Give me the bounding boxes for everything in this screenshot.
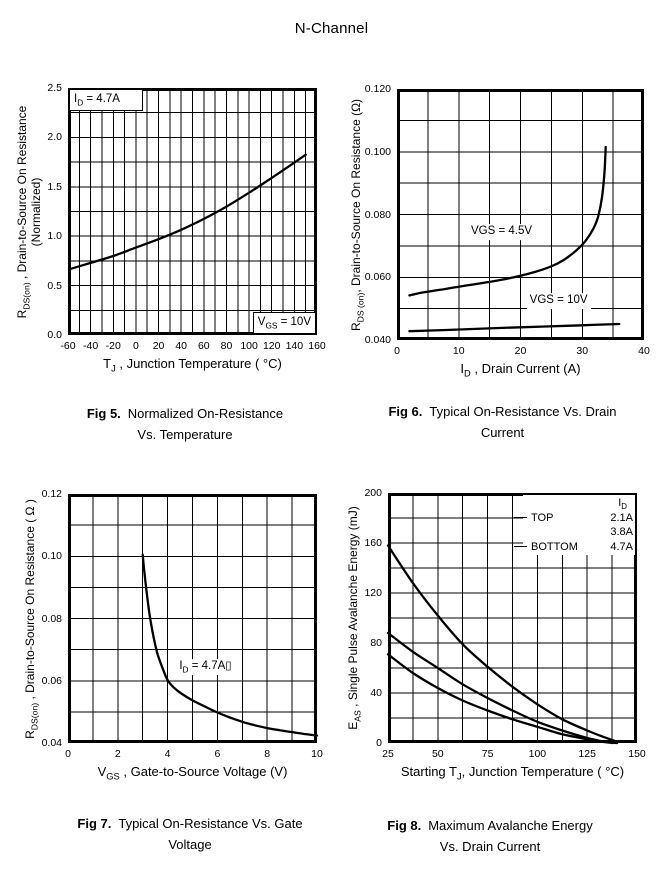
y-tick-label: 80 bbox=[370, 637, 382, 649]
fig6-plot bbox=[397, 89, 644, 340]
x-tick-label: 2 bbox=[114, 748, 121, 760]
fig6-caption bbox=[350, 401, 655, 443]
fig7-y-axis-label bbox=[23, 454, 40, 784]
subscript: D bbox=[182, 665, 189, 675]
x-tick-label: 150 bbox=[628, 748, 646, 760]
y-tick-label: 0 bbox=[376, 737, 382, 749]
fig8-caption bbox=[340, 815, 640, 857]
fig6-caption-line1 bbox=[350, 401, 655, 422]
y-tick-label: 0.04 bbox=[41, 737, 62, 749]
legend-row-value: 3.8A bbox=[610, 526, 633, 538]
x-tick-label: 40 bbox=[175, 340, 188, 352]
legend-row-value: 4.7A bbox=[610, 540, 633, 553]
legend-row-1 bbox=[525, 525, 633, 540]
x-tick-label: 100 bbox=[528, 748, 547, 760]
fig8-caption-number: Fig 8. bbox=[387, 818, 422, 833]
y-tick-label: 0.5 bbox=[47, 279, 62, 292]
y-tick-label: 1.0 bbox=[47, 230, 62, 243]
x-tick-label: 10 bbox=[452, 345, 465, 357]
legend-row-0 bbox=[525, 511, 633, 526]
fig6-caption-line2: Current bbox=[480, 425, 525, 440]
x-tick-label: 20 bbox=[514, 345, 527, 357]
x-tick-label: 100 bbox=[240, 340, 258, 352]
x-tick-label: 140 bbox=[285, 340, 304, 352]
x-tick-label: 40 bbox=[638, 345, 650, 357]
fig5-caption-number: Fig 5. bbox=[86, 406, 121, 421]
fig8-chart bbox=[346, 487, 646, 782]
fig6-caption-number: Fig 6. bbox=[388, 404, 423, 419]
subscript: D bbox=[464, 368, 471, 379]
page-title: N-Channel bbox=[294, 20, 369, 37]
subscript: D bbox=[621, 502, 627, 512]
x-tick-label: 80 bbox=[220, 340, 233, 352]
x-tick-label: 6 bbox=[214, 748, 221, 760]
subscript: GS bbox=[265, 321, 278, 331]
y-tick-label: 0.08 bbox=[41, 612, 62, 625]
fig8-caption-text: Maximum Avalanche Energy bbox=[428, 818, 593, 833]
fig7-caption-line1 bbox=[40, 813, 340, 834]
subscript: AS bbox=[352, 710, 363, 722]
y-tick-label: 2.5 bbox=[47, 82, 62, 94]
y-tick-label: 2.0 bbox=[47, 131, 62, 144]
fig7-caption bbox=[40, 813, 340, 855]
fig6-x-axis-label: $I_D$ , Drain Current (A) bbox=[460, 361, 581, 379]
fig5-chart bbox=[15, 82, 326, 374]
fig7-plot bbox=[68, 494, 317, 743]
subscript: DS (on) bbox=[355, 292, 366, 322]
x-tick-label: 4 bbox=[164, 748, 171, 760]
legend-row-label: BOTTOM bbox=[531, 540, 578, 553]
legend-row-label: TOP bbox=[531, 511, 554, 524]
subscript: GS bbox=[106, 771, 120, 782]
y-tick-label: 40 bbox=[370, 687, 382, 699]
legend-leader-line bbox=[514, 546, 527, 547]
y-axis-label-line: (Normalized) bbox=[29, 177, 43, 246]
legend-row-2 bbox=[525, 540, 633, 555]
y-axis-label-line: $E_{AS}$ , Single Pulse Avalanche Energy (mJ) bbox=[346, 506, 363, 730]
y-tick-label: 160 bbox=[364, 537, 382, 549]
y-tick-label: 0.0 bbox=[47, 329, 62, 341]
x-tick-label: 20 bbox=[152, 340, 165, 352]
fig8-y-axis-label bbox=[346, 453, 363, 783]
subscript: DS(on) bbox=[21, 281, 32, 310]
subscript: J bbox=[111, 363, 116, 374]
fig6-annotation-0: VGS = 4.5V bbox=[468, 224, 535, 240]
y-tick-label: 1.5 bbox=[47, 180, 62, 193]
subscript: J bbox=[456, 771, 462, 782]
fig7-caption-line2: Voltage bbox=[168, 837, 212, 852]
x-tick-label: 0 bbox=[65, 748, 71, 760]
subscript: DS(on) bbox=[29, 702, 40, 730]
legend-header: $I_D$ bbox=[618, 497, 627, 512]
y-tick-label: 0.080 bbox=[364, 208, 391, 221]
y-tick-label: 200 bbox=[364, 487, 382, 499]
fig5-caption-text: Normalized On-Resistance bbox=[127, 406, 284, 421]
y-tick-label: 0.120 bbox=[364, 83, 391, 95]
y-tick-label: 0.12 bbox=[41, 488, 62, 500]
x-tick-label: 10 bbox=[311, 748, 323, 760]
y-axis-label-line: $R_{DS (on)}$, Drain-to-Source On Resistance (Ω) bbox=[349, 98, 366, 331]
x-tick-label: -60 bbox=[60, 340, 76, 352]
x-tick-label: 50 bbox=[431, 748, 444, 760]
fig7-annotation-0: $I_D$ = 4.7A▯ bbox=[176, 659, 234, 675]
y-tick-label: 0.040 bbox=[364, 334, 391, 346]
subscript: D bbox=[77, 98, 84, 108]
x-tick-label: -20 bbox=[105, 340, 121, 352]
fig5-y-axis-label bbox=[15, 47, 43, 377]
legend-row-value: 2.1A bbox=[610, 511, 633, 524]
x-tick-label: 0 bbox=[394, 345, 400, 357]
fig5-annotation-1: $V_{GS} = 10V$ bbox=[253, 312, 316, 334]
x-tick-label: 125 bbox=[578, 748, 596, 760]
fig5-annotation-0: $I_D = 4.7A$ bbox=[69, 89, 143, 111]
x-tick-label: 75 bbox=[481, 748, 494, 760]
fig8-legend bbox=[523, 495, 635, 555]
y-tick-label: 0.10 bbox=[41, 550, 62, 563]
fig7-caption-number: Fig 7. bbox=[77, 816, 112, 831]
x-tick-label: 160 bbox=[308, 340, 326, 352]
x-tick-label: 8 bbox=[264, 748, 271, 760]
x-tick-label: 30 bbox=[576, 345, 589, 357]
y-tick-label: 0.100 bbox=[364, 145, 391, 158]
y-tick-label: 0.060 bbox=[364, 271, 391, 284]
fig7-chart bbox=[23, 488, 323, 782]
fig8-caption-line2: Vs. Drain Current bbox=[439, 839, 541, 854]
legend-leader-line bbox=[514, 517, 527, 518]
x-tick-label: 25 bbox=[382, 748, 394, 760]
y-axis-label-line: $R_{DS(on)}$ , Drain-to-Source On Resistance bbox=[15, 105, 32, 318]
fig8-x-axis-label: Starting $T_J$, Junction Temperature ( °C) bbox=[400, 764, 625, 782]
fig7-x-axis-label: $V_{GS}$ , Gate-to-Source Voltage (V) bbox=[97, 764, 288, 782]
fig5-caption-line2: Vs. Temperature bbox=[137, 427, 233, 442]
fig6-caption-text: Typical On-Resistance Vs. Drain bbox=[429, 404, 617, 419]
fig5-caption bbox=[35, 403, 335, 445]
fig7-caption-text: Typical On-Resistance Vs. Gate bbox=[118, 816, 303, 831]
fig6-y-axis-label bbox=[349, 50, 366, 380]
fig6-chart bbox=[349, 83, 650, 379]
fig8-caption-line1 bbox=[340, 815, 640, 836]
x-tick-label: 60 bbox=[197, 340, 210, 352]
x-tick-label: -40 bbox=[83, 340, 99, 352]
fig5-plot bbox=[68, 88, 317, 335]
x-tick-label: 120 bbox=[262, 340, 281, 352]
x-tick-label: 0 bbox=[132, 340, 139, 352]
y-tick-label: 120 bbox=[364, 587, 382, 599]
fig5-caption-line1 bbox=[35, 403, 335, 424]
fig6-annotation-1: VGS = 10V bbox=[527, 294, 591, 310]
fig5-x-axis-label: $T_J$ , Junction Temperature ( °C) bbox=[103, 356, 282, 374]
y-tick-label: 0.06 bbox=[41, 674, 62, 687]
y-axis-label-line: $R_{DS(on)}$ , Drain-to-Source On Resistance ( Ω ) bbox=[23, 498, 40, 739]
